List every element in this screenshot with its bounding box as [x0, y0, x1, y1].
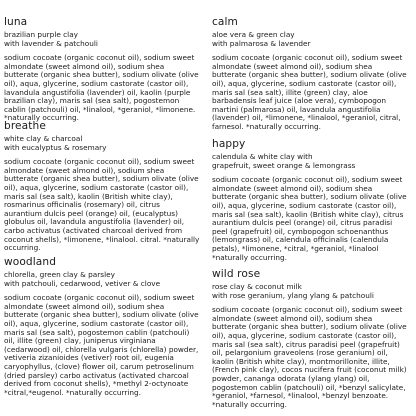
product-ingredients: sodium cocoate (organic coconut oil), sodium sweet almondate (sweet almond oil), sodium shea butterate (organic shea butter), sodium olivate (olive oil), aqua, glycerine, sodium castorate (castor oil), maris sal (sea salt), illite (green) clay, aloe barbadensis leaf juice (aloe vera), cymbopogon martini (palmarosa) oil, lavandula angustifolia (lavender) oil, *limonene, *linalool, *geraniol, citral, farnesol. *naturally occurring. — [212, 53, 407, 131]
product-ingredients: sodium cocoate (organic coconut oil), sodium sweet almondate (sweet almond oil), sodium shea butterate (organic shea butter), sodium olivate (olive oil), aqua, glycerine, sodium castorate (castor oil), maris sal (sea salt), pogostemon cablin (patchouli) oil, illite (green) clay, juniperus virginiana (cedarwood) oil, chlorella vulgaris (chlorella) powder, vetiveria zizanioides (vetiver) root oil, eugenia caryophyllus, (clove) flower oil, carum petroselinum (dried parsley) carbo activatus (activated charcoal derived from coconut shells), *methyl 2-octynoate *citral,*eugenol. *naturally occurring. — [4, 293, 199, 397]
product-subtitle: calendula & white clay with — [212, 152, 313, 161]
product-subtitle: chlorella, green clay & parsley — [4, 270, 115, 279]
product-luna — [4, 16, 200, 123]
product-subtitle: grapefruit, sweet orange & lemongrass — [212, 160, 356, 170]
product-happy — [212, 138, 408, 262]
product-breathe — [4, 120, 200, 253]
product-calm — [212, 16, 408, 132]
product-subtitle: white clay & charcoal — [4, 134, 83, 143]
product-subtitle: with rose geranium, ylang ylang & patchouli — [212, 290, 374, 300]
product-ingredients: sodium cocoate (organic coconut oil), sodium sweet almondate (sweet almond oil), sodium shea butterate (organic shea butter), sodium olivate (olive oil), aqua, glycerine, sodium castorate (castor oil), maris sal (sea salt), citrus paradisi peel (grapefruit) oil, pelargonium graveolens (rose geranium) oil, kaolin (British white clay), montmorillonite, illite, (French pink clay), cocos nucifera fruit (coconut milk) powder, cananga odorata (ylang ylang) oil, pogostemon cablin (patchouli) oil, *benzyl salicylate, *geraniol, *farnesol, *linalool, *benzyl benzoate. *naturally occurring. — [212, 305, 407, 409]
product-woodland — [4, 256, 200, 397]
product-subtitle: with patchouli, cedarwood, vetiver & clove — [4, 278, 161, 288]
product-name: breathe — [4, 120, 46, 132]
product-ingredients: sodium cocoate (organic coconut oil), sodium sweet almondate (sweet almond oil), sodium shea butterate (organic shea butter), sodium olivate (olive oil), aqua, glycerine, sodium castorate (castor oil), lavandula angustifolia (lavender) oil, kaolin (purple brazilian clay), maris sal (sea salt), pogostemon cablin (patchouli) oil, *linalool, *geraniol, *limonene. *naturally occurring. — [4, 53, 199, 123]
product-subtitle: with lavender & patchouli — [4, 38, 98, 48]
product-subtitle: brazilian purple clay — [4, 30, 78, 39]
product-ingredients: sodium cocoate (organic coconut oil), sodium sweet almondate (sweet almond oil), sodium shea butterate (organic shea butter), sodium olivate (olive oil), aqua, glycerine, sodium castorate (castor oil), maris sal (sea salt), kaolin (British white clay), citrus aurantium dulcis peel (orange) oil, citrus paradisi peel (grapefruit) oil, cymbopogon schoenanthus (lemongrass) oil, calendula officinalis (calendula petals), *limonene, *citral, *geraniol, *linalool *naturally occurring. — [212, 175, 407, 262]
product-subtitle: aloe vera & green clay — [212, 30, 295, 39]
product-subtitle: rose clay & coconut milk — [212, 282, 302, 291]
product-name: calm — [212, 16, 238, 28]
product-name: happy — [212, 138, 246, 150]
product-ingredients: sodium cocoate (organic coconut oil), sodium sweet almondate (sweet almond oil), sodium shea butterate (organic shea butter), sodium olivate (olive oil), aqua, glycerine, sodium castorate (castor oil), maris sal (sea salt), kaolin (British white clay), rosmarinus officinalis (rosemary) oil, citrus aurantium dulcis peel (orange) oil, (eucalyptus) globulus oil, lavandula angustifolia (lavender) oil, carbo activatus (activated charcoal derived from coconut shells), *limonene, *linalool. citral. *naturally occurring. — [4, 157, 200, 253]
product-subtitle: with eucalyptus & rosemary — [4, 142, 107, 152]
product-name: woodland — [4, 256, 57, 268]
product-name: wild rose — [212, 268, 261, 280]
product-subtitle: with palmarosa & lavender — [212, 38, 311, 48]
product-wild-rose — [212, 268, 408, 409]
product-name: luna — [4, 16, 28, 28]
